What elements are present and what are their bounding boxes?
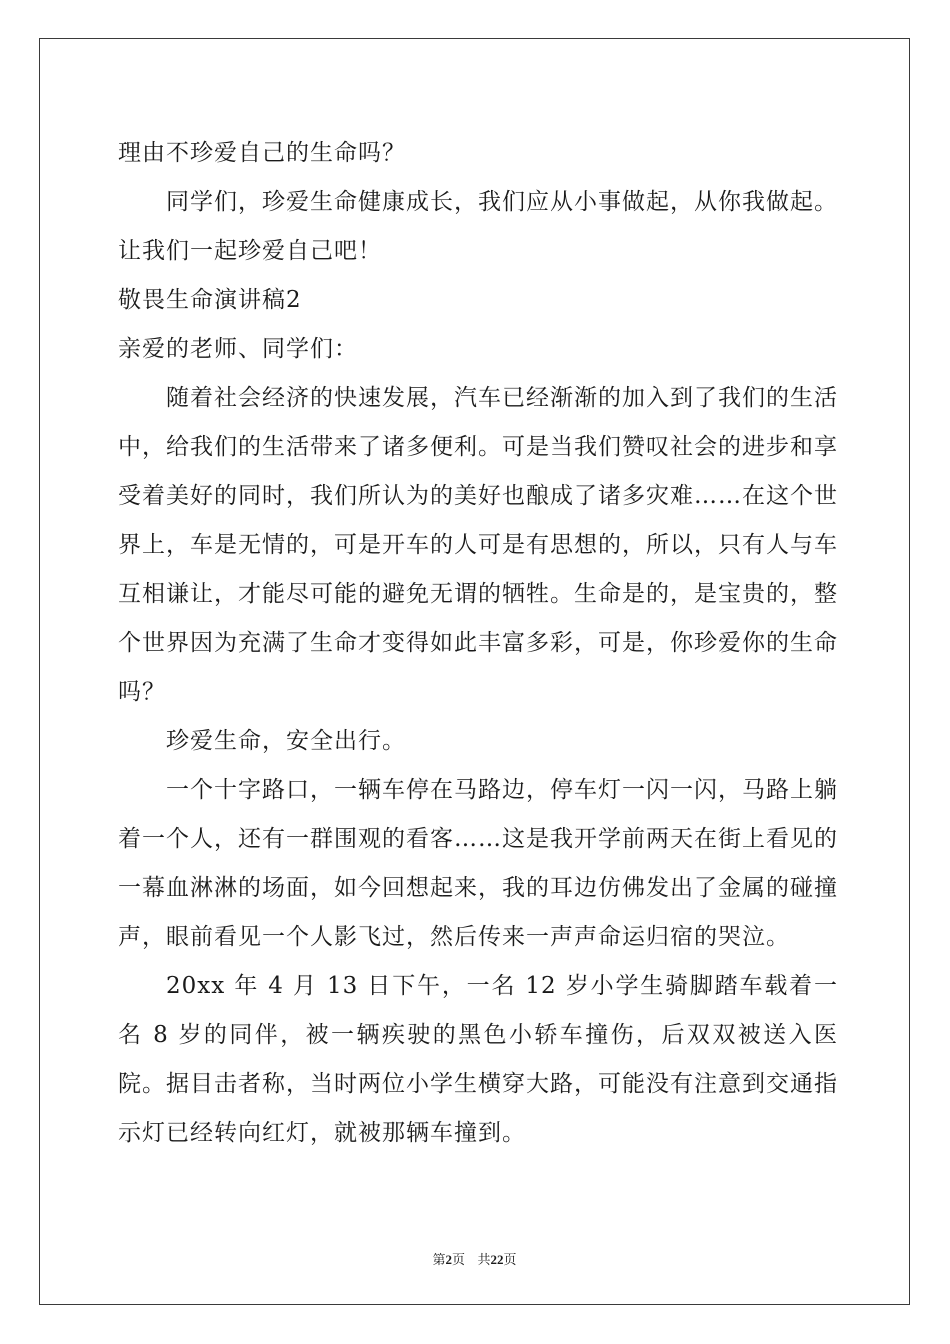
footer-total-unit: 页 (503, 1253, 517, 1268)
paragraph-continuation: 理由不珍爱自己的生命吗？ (118, 140, 406, 166)
paragraph-scene: 一个十字路口，一辆车停在马路边，停车灯一闪一闪，马路上躺着一个人，还有一群围观的看客……这是我开学前两天在街上看见的一幕血淋淋的场面，如今回想起来，我的耳边仿佛发出了金属的碰撞声，眼前看见一个人影飞过，然后传来一声声命运归宿的哭泣。 (118, 777, 838, 950)
footer-page-current: 2 (445, 1252, 453, 1267)
paragraph-closing: 同学们，珍爱生命健康成长，我们应从小事做起，从你我做起。让我们一起珍爱自己吧！ (118, 189, 838, 264)
paragraph-slogan: 珍爱生命，安全出行。 (166, 728, 406, 754)
footer-page-prefix: 第 (432, 1253, 446, 1268)
section-title: 敬畏生命演讲稿2 (118, 287, 302, 313)
document-body (118, 129, 838, 1158)
footer-page-total: 22 (490, 1252, 504, 1267)
footer-page-unit: 页 (452, 1253, 466, 1268)
document-page (39, 38, 910, 1305)
salutation: 亲爱的老师、同学们： (118, 336, 358, 362)
paragraph-incident: 20xx 年 4 月 13 日下午，一名 12 岁小学生骑脚踏车载着一名 8 岁的同伴，被一辆疾驶的黑色小轿车撞伤，后双双被送入医院。据目击者称，当时两位小学生横穿大路，可能没有注意到交通指示灯已经转向红灯，就被那辆车撞到。 (118, 973, 838, 1146)
page-footer (40, 1249, 909, 1268)
paragraph-intro: 随着社会经济的快速发展，汽车已经渐渐的加入到了我们的生活中，给我们的生活带来了诸多便利。可是当我们赞叹社会的进步和享受着美好的同时，我们所认为的美好也酿成了诸多灾难……在这个世界上，车是无情的，可是开车的人可是有思想的，所以，只有人与车互相谦让，才能尽可能的避免无谓的牺牲。生命是的，是宝贵的，整个世界因为充满了生命才变得如此丰富多彩，可是，你珍爱你的生命吗？ (118, 385, 838, 705)
footer-total-prefix: 共 (477, 1253, 491, 1268)
